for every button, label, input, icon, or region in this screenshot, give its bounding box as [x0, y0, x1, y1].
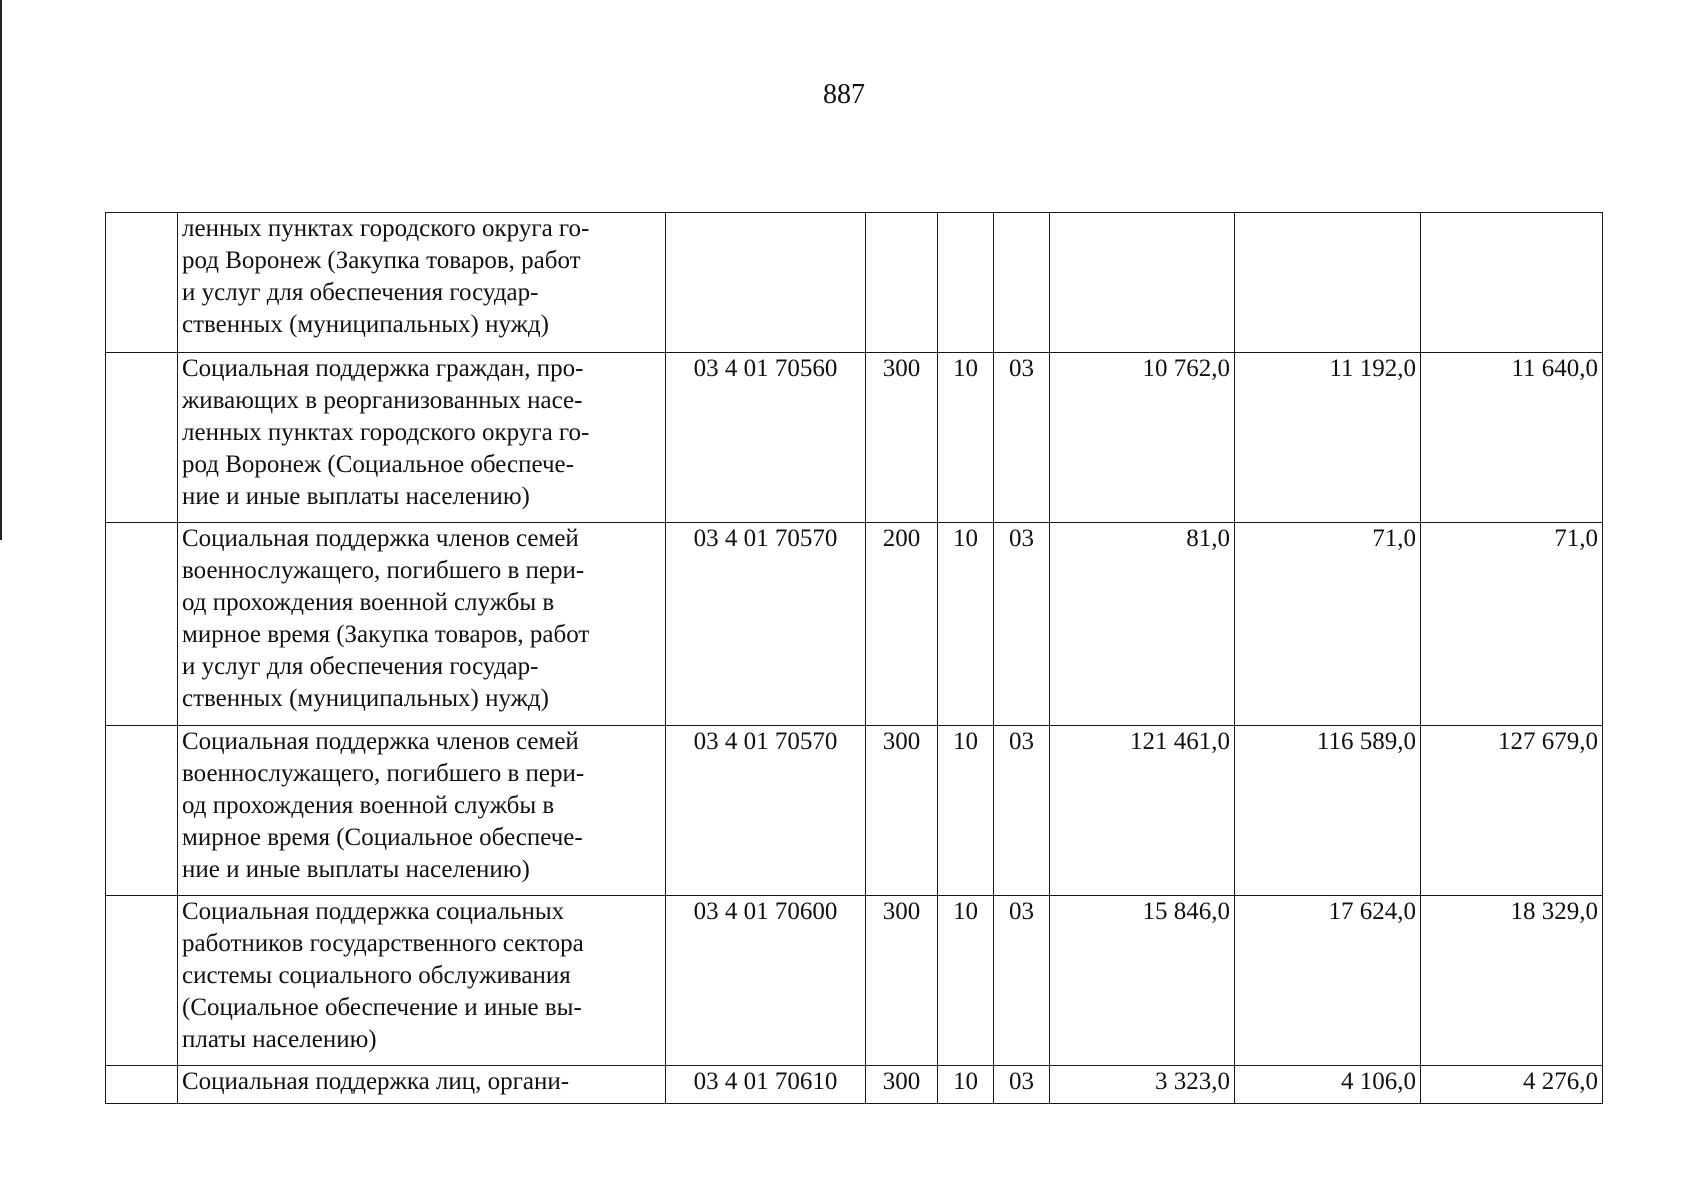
item-name-line: Социальная поддержка лиц, органи- [182, 1068, 570, 1095]
amount-year-3-cell: 4 276,0 [1421, 1066, 1603, 1104]
expense-type-cell: 300 [866, 1066, 938, 1104]
row-number-cell [106, 353, 178, 523]
item-name-line: работников государственного сектора [182, 930, 584, 957]
amount-year-3-cell: 127 679,0 [1421, 726, 1603, 896]
item-name-line: (Социальное обеспечение и иные вы- [182, 994, 582, 1021]
item-name-line: военнослужащего, погибшего в пери- [182, 557, 585, 584]
row-number-cell [106, 896, 178, 1066]
amount-year-3-cell [1421, 213, 1603, 353]
item-name-line: ленных пунктах городского округа го- [182, 215, 590, 242]
item-name-line: род Воронеж (Закупка товаров, работ [182, 247, 581, 274]
amount-year-2-cell: 116 589,0 [1235, 726, 1421, 896]
subsection-cell: 03 [994, 1066, 1050, 1104]
budget-table-body [106, 213, 1603, 1104]
item-name-line: мирное время (Закупка товаров, работ [182, 621, 590, 648]
amount-year-3-cell: 18 329,0 [1421, 896, 1603, 1066]
subsection-cell: 03 [994, 896, 1050, 1066]
table-row [106, 896, 1603, 1066]
table-row [106, 1066, 1603, 1104]
amount-year-1-cell: 10 762,0 [1050, 353, 1235, 523]
target-code-cell: 03 4 01 70600 [666, 896, 866, 1066]
expense-type-cell: 300 [866, 896, 938, 1066]
target-code-cell: 03 4 01 70570 [666, 523, 866, 726]
item-name-line: системы социального обслуживания [182, 962, 571, 989]
amount-year-2-cell: 71,0 [1235, 523, 1421, 726]
amount-year-2-cell [1235, 213, 1421, 353]
amount-year-1-cell: 121 461,0 [1050, 726, 1235, 896]
amount-year-2-cell: 17 624,0 [1235, 896, 1421, 1066]
item-name-line: Социальная поддержка социальных [182, 898, 565, 925]
item-name-line: и услуг для обеспечения государ- [182, 279, 539, 306]
item-name-cell [178, 726, 666, 896]
item-name-line: ственных (муниципальных) нужд) [182, 685, 549, 712]
item-name-line: ние и иные выплаты населению) [182, 483, 530, 510]
row-number-cell [106, 1066, 178, 1104]
subsection-cell: 03 [994, 726, 1050, 896]
item-name-line: и услуг для обеспечения государ- [182, 653, 539, 680]
item-name-cell [178, 1066, 666, 1104]
row-number-cell [106, 213, 178, 353]
amount-year-2-cell: 11 192,0 [1235, 353, 1421, 523]
section-cell [938, 213, 994, 353]
row-number-cell [106, 523, 178, 726]
item-name-line: Социальная поддержка членов семей [182, 525, 579, 552]
item-name-cell [178, 353, 666, 523]
item-name-line: ственных (муниципальных) нужд) [182, 311, 549, 338]
item-name-line: ние и иные выплаты населению) [182, 856, 530, 883]
expense-type-cell: 200 [866, 523, 938, 726]
subsection-cell [994, 213, 1050, 353]
amount-year-1-cell: 81,0 [1050, 523, 1235, 726]
item-name-cell [178, 213, 666, 353]
item-name-line: мирное время (Социальное обеспече- [182, 824, 583, 851]
item-name-line: род Воронеж (Социальное обеспече- [182, 451, 574, 478]
section-cell: 10 [938, 353, 994, 523]
amount-year-1-cell: 15 846,0 [1050, 896, 1235, 1066]
target-code-cell: 03 4 01 70570 [666, 726, 866, 896]
section-cell: 10 [938, 1066, 994, 1104]
row-number-cell [106, 726, 178, 896]
target-code-cell: 03 4 01 70560 [666, 353, 866, 523]
budget-table [105, 212, 1603, 1104]
table-row [106, 523, 1603, 726]
expense-type-cell: 300 [866, 726, 938, 896]
page-number: 887 [823, 79, 865, 110]
amount-year-1-cell [1050, 213, 1235, 353]
section-cell: 10 [938, 896, 994, 1066]
expense-type-cell [866, 213, 938, 353]
item-name-line: Социальная поддержка членов семей [182, 728, 579, 755]
section-cell: 10 [938, 726, 994, 896]
section-cell: 10 [938, 523, 994, 726]
item-name-line: ленных пунктах городского округа го- [182, 419, 590, 446]
subsection-cell: 03 [994, 523, 1050, 726]
item-name-cell [178, 523, 666, 726]
amount-year-3-cell: 11 640,0 [1421, 353, 1603, 523]
target-code-cell: 03 4 01 70610 [666, 1066, 866, 1104]
item-name-line: платы населению) [182, 1026, 377, 1053]
item-name-line: од прохождения военной службы в [182, 792, 555, 819]
item-name-line: од прохождения военной службы в [182, 589, 555, 616]
amount-year-3-cell: 71,0 [1421, 523, 1603, 726]
item-name-line: Социальная поддержка граждан, про- [182, 355, 584, 382]
item-name-line: военнослужащего, погибшего в пери- [182, 760, 585, 787]
subsection-cell: 03 [994, 353, 1050, 523]
item-name-cell [178, 896, 666, 1066]
table-row [106, 726, 1603, 896]
expense-type-cell: 300 [866, 353, 938, 523]
amount-year-2-cell: 4 106,0 [1235, 1066, 1421, 1104]
table-row [106, 213, 1603, 353]
target-code-cell [666, 213, 866, 353]
item-name-line: живающих в реорганизованных насе- [182, 387, 583, 414]
table-row [106, 353, 1603, 523]
amount-year-1-cell: 3 323,0 [1050, 1066, 1235, 1104]
